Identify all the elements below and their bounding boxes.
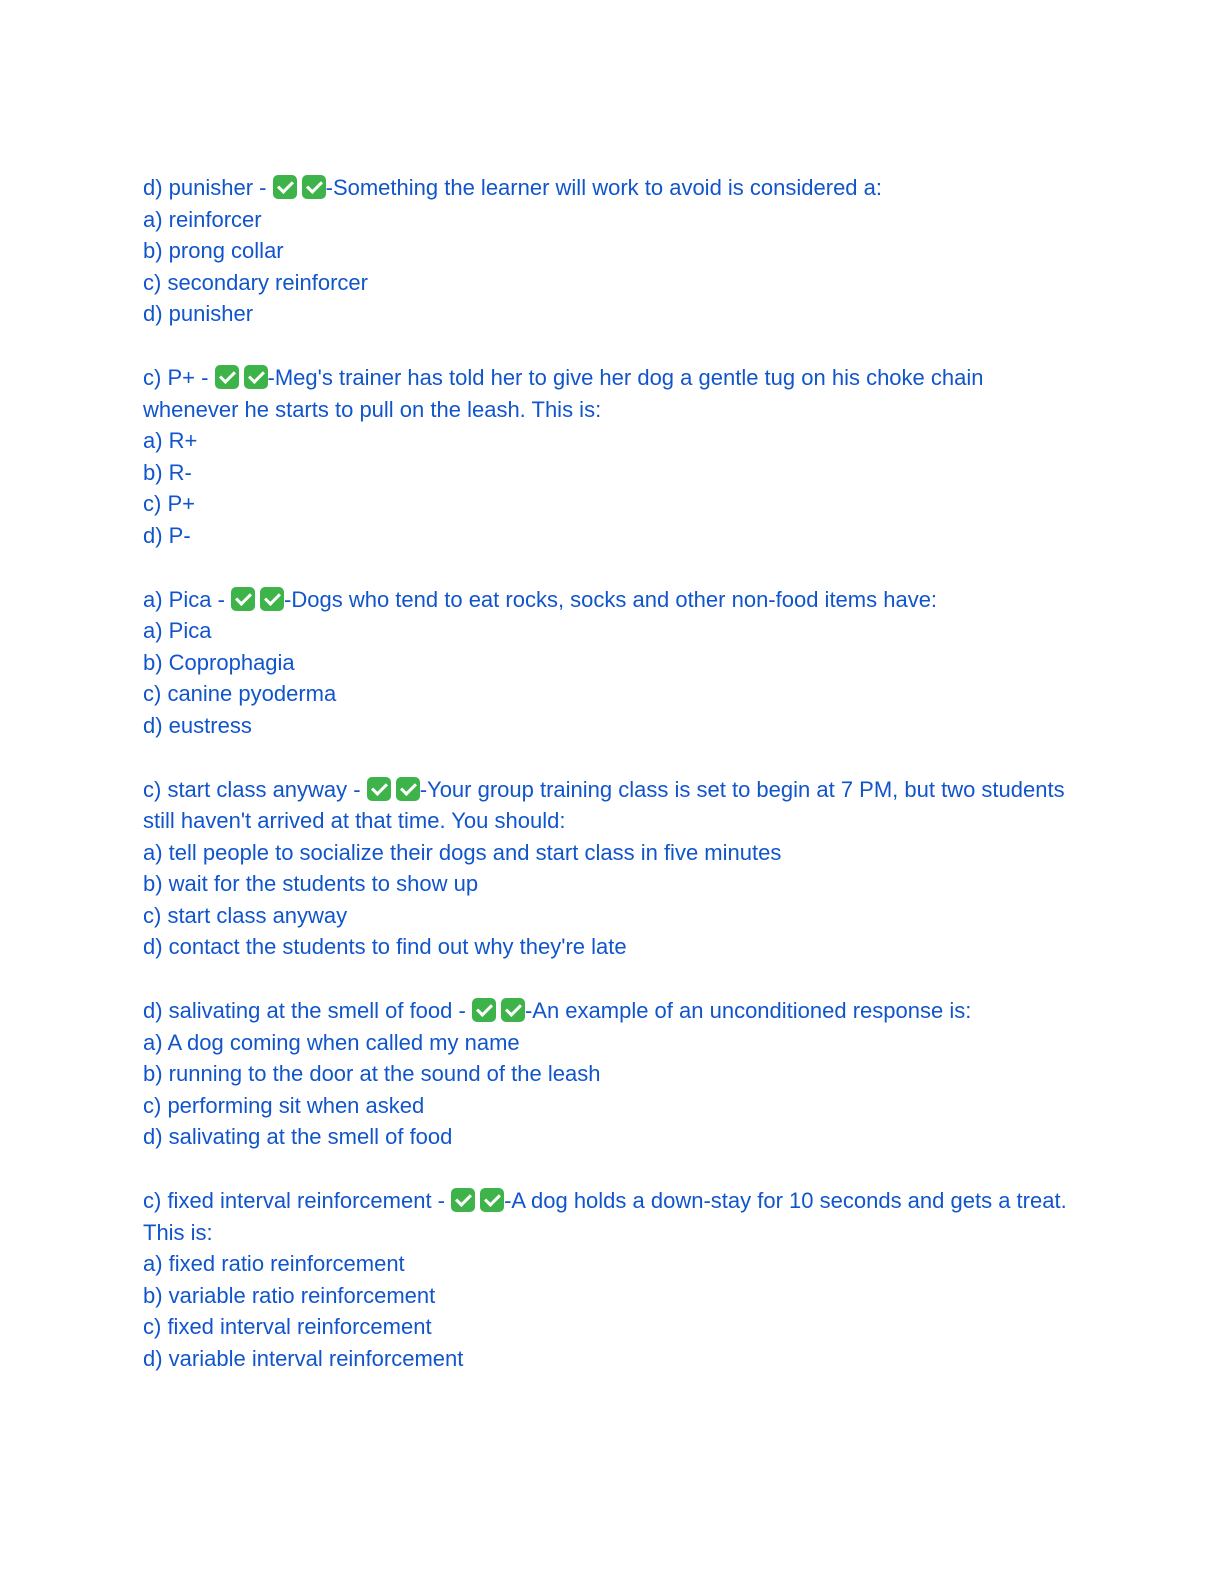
check-mark-icon [231,587,255,611]
option-item: d) salivating at the smell of food [143,1124,453,1149]
option-item: c) P+ [143,491,195,516]
option-item: c) canine pyoderma [143,681,337,706]
check-mark-icon [480,1188,504,1212]
option-item: a) A dog coming when called my name [143,1029,520,1055]
option-item: b) Coprophagia [143,649,295,675]
option-item: c) secondary reinforcer [143,269,368,295]
check-mark-icon [273,175,297,199]
check-mark-icon [244,365,268,389]
check-mark-icon [396,777,420,801]
option-item: b) R- [143,459,192,485]
check-mark-icon [472,998,496,1022]
question-line [143,773,1078,837]
check-mark-icon [215,365,239,389]
check-mark-icon [451,1188,475,1212]
option-item: c) start class anyway [143,902,348,928]
question-prompt: -Your group training class is set to begin at 7 PM, but two students still haven't arrived at that time. You should: [143,776,1065,833]
question-line [143,994,1078,1027]
question-line [143,583,1078,616]
answer-text: d) salivating at the smell of food - [143,998,472,1023]
option-item: b) running to the door at the sound of the leash [143,1061,601,1086]
check-mark-icon [367,777,391,801]
answer-text: c) fixed interval reinforcement - [143,1188,452,1213]
question-line [143,171,1078,204]
question-line [143,1184,1078,1248]
answer-text: c) P+ - [143,365,215,390]
option-item: a) fixed ratio reinforcement [143,1251,405,1276]
question-prompt: -Something the learner will work to avoid is considered a: [325,175,883,200]
question-block [143,171,1078,330]
question-block [143,773,1078,963]
option-item: c) fixed interval reinforcement [143,1314,432,1339]
option-item: c) performing sit when asked [143,1092,425,1118]
question-prompt: -A dog holds a down-stay for 10 seconds and gets a treat. This is: [143,1188,1067,1245]
question-block [143,583,1078,742]
option-item: a) R+ [143,428,198,453]
check-mark-icon [260,587,284,611]
option-item: d) eustress [143,712,252,738]
question-prompt: -An example of an unconditioned response is: [524,998,972,1023]
option-item: b) variable ratio reinforcement [143,1282,436,1308]
check-mark-icon [501,998,525,1022]
check-mark-icon [302,175,326,199]
option-item: a) tell people to socialize their dogs and start class in five minutes [143,839,782,865]
option-item: d) contact the students to find out why they're late [143,934,627,959]
question-block [143,1184,1078,1374]
option-item: b) wait for the students to show up [143,871,479,896]
option-item: b) prong collar [143,238,284,263]
answer-text: a) Pica - [143,586,232,612]
question-block [143,361,1078,551]
option-item: d) P- [143,522,191,548]
option-item: d) variable interval reinforcement [143,1345,464,1371]
document-page [143,171,1078,1406]
answer-text: d) punisher - [143,175,273,200]
question-prompt: -Dogs who tend to eat rocks, socks and other non-food items have: [284,586,938,612]
question-block [143,994,1078,1153]
question-prompt: -Meg's trainer has told her to give her dog a gentle tug on his choke chain whenever he starts to pull on the leash. This is: [143,365,984,422]
option-item: a) reinforcer [143,206,262,232]
answer-text: c) start class anyway - [143,776,367,802]
question-line [143,361,1078,425]
option-item: a) Pica [143,618,212,643]
option-item: d) punisher [143,301,254,326]
